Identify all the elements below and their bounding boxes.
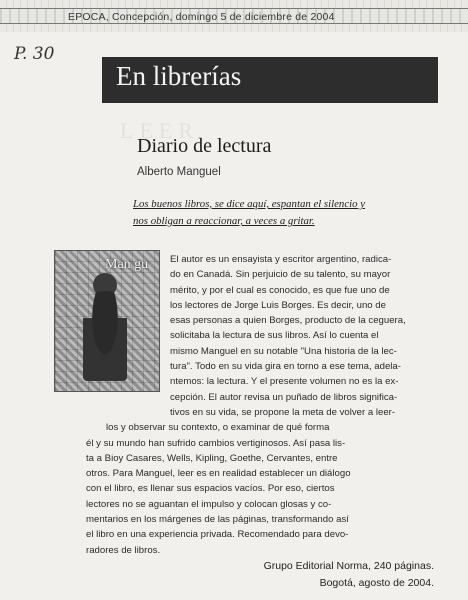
body-line: cepción. El autor revisa un puñado de libros significa- bbox=[170, 391, 398, 403]
clipping-source-line: EPOCA, Concepción, domingo 5 de diciembre de 2004 bbox=[0, 8, 468, 24]
credit-place-date: Bogotá, agosto de 2004. bbox=[319, 577, 434, 589]
cover-caption: Man gu bbox=[105, 257, 149, 272]
credit-publisher: Grupo Editorial Norma, 240 páginas. bbox=[263, 560, 434, 572]
section-title: En librerías bbox=[116, 61, 242, 91]
body-line: los lectores de Jorge Luis Borges. Es decir, uno de bbox=[170, 299, 386, 311]
body-line: solicitaba la lectura de sus libros. Así lo cuenta el bbox=[170, 330, 379, 342]
body-line: radores de libros. bbox=[86, 544, 161, 556]
body-line: mentarios en los márgenes de las páginas, transformando así bbox=[86, 514, 349, 526]
body-line: lectores no se aguantan el impulso y colocan glosas y co- bbox=[86, 498, 332, 510]
body-line: esas personas a quien Borges, producto de la ceguera, bbox=[170, 315, 406, 327]
body-line: él y su mundo han sufrido cambios vertiginosos. Así pasa lis- bbox=[86, 437, 346, 449]
lead-line-1: Los buenos libros, se dice aquí, espantan el silencio y bbox=[133, 198, 366, 210]
article-body bbox=[46, 252, 438, 558]
body-line: ta a Bioy Casares, Wells, Kipling, Goethe, Cervantes, entre bbox=[86, 452, 338, 464]
publication-credit bbox=[264, 558, 434, 592]
article-author: Alberto Manguel bbox=[137, 166, 221, 178]
article-title: Diario de lectura bbox=[137, 135, 272, 157]
bleed-through-text: LEER bbox=[120, 118, 199, 143]
body-line: mismo Manguel en su notable "Una historia de la lec- bbox=[170, 345, 397, 357]
body-line: los y observar su contexto, o examinar de qué forma bbox=[106, 422, 330, 434]
body-line: tura". Todo en su vida gira en torno a ese tema, adela- bbox=[170, 361, 401, 373]
section-banner bbox=[102, 57, 438, 103]
body-line: El autor es un ensayista y escritor argentino, radica- bbox=[170, 254, 392, 265]
lead-line-2: nos obligan a reaccionar, a veces a gritar. bbox=[133, 215, 315, 227]
article-lead bbox=[133, 196, 433, 230]
body-line: con el libro, es llenar sus espacios vacíos. Por eso, ciertos bbox=[86, 483, 335, 495]
body-line: otros. Para Manguel, leer es en realidad establecer un diálogo bbox=[86, 468, 351, 480]
body-line: tivos en su vida, se propone la meta de volver a leer- bbox=[170, 406, 396, 418]
body-line: do en Canadá. Sin perjuicio de su talento, su mayor bbox=[170, 269, 391, 281]
body-line: ntemos: la lectura. Y el presente volumen no es la ex- bbox=[170, 376, 399, 388]
handwritten-page-note: P. 30 bbox=[14, 44, 55, 64]
body-line: el libro en una experiencia privada. Recomendado para devo- bbox=[86, 529, 349, 541]
body-line: mérito, y por el cual es conocido, es que fue uno de bbox=[170, 284, 390, 296]
